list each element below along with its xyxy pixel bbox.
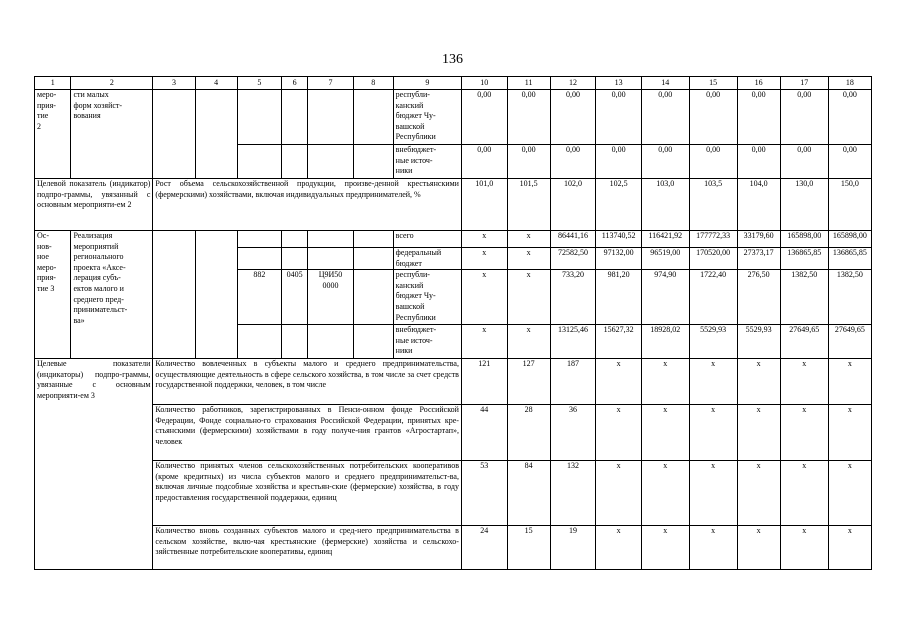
code-cell: 882	[237, 270, 281, 325]
value-cell: x	[641, 405, 689, 461]
event-label: Ос- нов- ное меро- прия- тие 3	[35, 231, 71, 359]
value-cell: x	[737, 405, 780, 461]
value-cell: 0,00	[641, 145, 689, 179]
funding-source: всего	[393, 231, 461, 248]
value-cell: x	[689, 526, 737, 570]
value-cell: x	[689, 359, 737, 405]
empty-cell	[353, 270, 393, 325]
target-text: Рост объема сельскохозяйственной продукции, произве-денной крестьянскими (фермерскими) хозяйствами, включая индивидуальных предпринимателей, %	[153, 179, 462, 231]
value-cell: 27649,65	[828, 325, 871, 359]
value-cell: 121	[461, 359, 507, 405]
empty-cell	[153, 90, 195, 179]
value-cell: 136865,85	[780, 248, 828, 270]
table-row	[35, 179, 872, 231]
value-cell: 84	[507, 461, 550, 526]
value-cell: 0,00	[780, 145, 828, 179]
column-number: 8	[353, 77, 393, 90]
value-cell: 0,00	[596, 90, 642, 145]
value-cell: 0,00	[828, 145, 871, 179]
value-cell: x	[641, 359, 689, 405]
empty-cell	[153, 231, 195, 359]
value-cell: x	[689, 405, 737, 461]
value-cell: x	[461, 248, 507, 270]
value-cell: 19	[550, 526, 596, 570]
value-cell: x	[828, 359, 871, 405]
column-number: 16	[737, 77, 780, 90]
value-cell: x	[596, 526, 642, 570]
value-cell: x	[596, 405, 642, 461]
empty-cell	[237, 248, 281, 270]
column-number: 6	[282, 77, 308, 90]
empty-cell	[282, 90, 308, 145]
value-cell: 1722,40	[689, 270, 737, 325]
value-cell: 97132,00	[596, 248, 642, 270]
value-cell: 33179,60	[737, 231, 780, 248]
table-row	[35, 359, 872, 405]
value-cell: 102,5	[596, 179, 642, 231]
value-cell: x	[780, 461, 828, 526]
value-cell: 27649,65	[780, 325, 828, 359]
target-text: Количество принятых членов сельскохозяйственных потребительских кооперативов (кроме кредитных) из числа субъектов малого и среднего предпринимательст-ва, включая личные подсобные хозяйства и крестьян-ские (фермерские) хозяйства, в году предоставления государственной поддержки, единиц	[153, 461, 462, 526]
column-number: 11	[507, 77, 550, 90]
value-cell: 981,20	[596, 270, 642, 325]
value-cell: 733,20	[550, 270, 596, 325]
empty-cell	[237, 231, 281, 248]
empty-cell	[282, 325, 308, 359]
value-cell: 28	[507, 405, 550, 461]
value-cell: 0,00	[689, 145, 737, 179]
value-cell: 27373,17	[737, 248, 780, 270]
column-number: 4	[195, 77, 237, 90]
value-cell: x	[596, 359, 642, 405]
event-label: меро- прия- тие 2	[35, 90, 71, 179]
value-cell: x	[780, 405, 828, 461]
value-cell: 0,00	[461, 145, 507, 179]
value-cell: 0,00	[828, 90, 871, 145]
value-cell: 104,0	[737, 179, 780, 231]
empty-cell	[308, 325, 354, 359]
value-cell: 1382,50	[828, 270, 871, 325]
program-table	[34, 76, 872, 570]
value-cell: 86441,16	[550, 231, 596, 248]
value-cell: x	[507, 325, 550, 359]
value-cell: 72582,50	[550, 248, 596, 270]
value-cell: 18928,02	[641, 325, 689, 359]
column-number: 1	[35, 77, 71, 90]
table-row	[35, 231, 872, 248]
value-cell: 0,00	[780, 90, 828, 145]
value-cell: 974,90	[641, 270, 689, 325]
value-cell: 101,5	[507, 179, 550, 231]
empty-cell	[353, 231, 393, 248]
value-cell: 0,00	[507, 145, 550, 179]
target-text: Количество работников, зарегистрированных в Пенси-онном фонде Российской Федерации, Фонде социально-го страхования Российской Федерации, принятых кре-стьянскими (фермерскими) хозяйствами в году получе-ния грантов «Агростартап», человек	[153, 405, 462, 461]
empty-cell	[282, 231, 308, 248]
value-cell: x	[461, 270, 507, 325]
value-cell: 0,00	[737, 90, 780, 145]
value-cell: 177772,33	[689, 231, 737, 248]
code-cell: Ц9И50 0000	[308, 270, 354, 325]
value-cell: 15	[507, 526, 550, 570]
value-cell: x	[461, 231, 507, 248]
table-row	[35, 526, 872, 570]
empty-cell	[237, 325, 281, 359]
value-cell: 24	[461, 526, 507, 570]
value-cell: 13125,46	[550, 325, 596, 359]
column-number: 14	[641, 77, 689, 90]
column-number: 9	[393, 77, 461, 90]
value-cell: 136865,85	[828, 248, 871, 270]
code-cell: 0405	[282, 270, 308, 325]
value-cell: 96519,00	[641, 248, 689, 270]
empty-cell	[195, 231, 237, 359]
header-row	[35, 77, 872, 90]
empty-cell	[308, 90, 354, 145]
value-cell: x	[641, 526, 689, 570]
target-text: Количество вновь созданных субъектов малого и сред-него предпринимательства в сельском хозяйстве, вклю-чая крестьянские (фермерские) хозяйства и сельскохо-зяйственные потребительские кооперативы, единиц	[153, 526, 462, 570]
value-cell: 103,0	[641, 179, 689, 231]
value-cell: x	[596, 461, 642, 526]
value-cell: 170520,00	[689, 248, 737, 270]
value-cell: 15627,32	[596, 325, 642, 359]
page-number: 136	[442, 52, 463, 67]
value-cell: x	[507, 231, 550, 248]
column-number: 10	[461, 77, 507, 90]
value-cell: x	[507, 248, 550, 270]
empty-cell	[308, 248, 354, 270]
value-cell: 165898,00	[828, 231, 871, 248]
target-label: Целевые показатели (индикаторы) подпро-граммы, увязанные с основным мероприяти-ем 3	[35, 359, 153, 570]
empty-cell	[195, 90, 237, 179]
empty-cell	[353, 90, 393, 145]
value-cell: 5529,93	[689, 325, 737, 359]
value-cell: 53	[461, 461, 507, 526]
value-cell: 276,50	[737, 270, 780, 325]
value-cell: x	[737, 461, 780, 526]
value-cell: x	[641, 461, 689, 526]
empty-cell	[353, 248, 393, 270]
empty-cell	[237, 145, 281, 179]
empty-cell	[282, 145, 308, 179]
value-cell: 0,00	[550, 145, 596, 179]
value-cell: x	[780, 526, 828, 570]
empty-cell	[282, 248, 308, 270]
empty-cell	[353, 145, 393, 179]
value-cell: x	[828, 526, 871, 570]
funding-source: внебюджет- ные источ- ники	[393, 145, 461, 179]
column-number: 2	[71, 77, 153, 90]
target-label: Целевой показатель (индикатор) подпро-граммы, увязанный с основным мероприяти-ем 2	[35, 179, 153, 231]
value-cell: 101,0	[461, 179, 507, 231]
value-cell: 0,00	[550, 90, 596, 145]
empty-cell	[308, 145, 354, 179]
value-cell: x	[828, 461, 871, 526]
value-cell: 0,00	[641, 90, 689, 145]
funding-source: республи- канский бюджет Чу- вашской Республики	[393, 90, 461, 145]
value-cell: 102,0	[550, 179, 596, 231]
value-cell: x	[507, 270, 550, 325]
empty-cell	[353, 325, 393, 359]
funding-source: внебюджет- ные источ- ники	[393, 325, 461, 359]
value-cell: 5529,93	[737, 325, 780, 359]
column-number: 13	[596, 77, 642, 90]
value-cell: x	[828, 405, 871, 461]
value-cell: x	[689, 461, 737, 526]
column-number: 5	[237, 77, 281, 90]
value-cell: 127	[507, 359, 550, 405]
value-cell: 0,00	[689, 90, 737, 145]
value-cell: x	[737, 359, 780, 405]
value-cell: 103,5	[689, 179, 737, 231]
value-cell: x	[737, 526, 780, 570]
funding-source: федеральный бюджет	[393, 248, 461, 270]
column-number: 17	[780, 77, 828, 90]
event-name: сти малых форм хозяйст- вования	[71, 90, 153, 179]
column-number: 15	[689, 77, 737, 90]
value-cell: x	[780, 359, 828, 405]
value-cell: 130,0	[780, 179, 828, 231]
table-row	[35, 90, 872, 145]
empty-cell	[308, 231, 354, 248]
value-cell: 132	[550, 461, 596, 526]
value-cell: 116421,92	[641, 231, 689, 248]
value-cell: 165898,00	[780, 231, 828, 248]
empty-cell	[237, 90, 281, 145]
column-number: 18	[828, 77, 871, 90]
value-cell: 44	[461, 405, 507, 461]
value-cell: 0,00	[461, 90, 507, 145]
column-number: 12	[550, 77, 596, 90]
value-cell: 150,0	[828, 179, 871, 231]
value-cell: 0,00	[737, 145, 780, 179]
value-cell: 0,00	[507, 90, 550, 145]
table-row	[35, 461, 872, 526]
value-cell: 1382,50	[780, 270, 828, 325]
event-name: Реализация мероприятий регионального проекта «Аксе- лерация субъ- ектов малого и среднего пред- принимательст- ва»	[71, 231, 153, 359]
value-cell: 0,00	[596, 145, 642, 179]
target-text: Количество вовлеченных в субъекты малого и среднего предпринимательства, осуществляющие деятельность в сфере сельского хозяйства, в том числе за счет средств государственной поддержки, человек, в том числе	[153, 359, 462, 405]
value-cell: 187	[550, 359, 596, 405]
column-number: 3	[153, 77, 195, 90]
value-cell: x	[461, 325, 507, 359]
table-row	[35, 405, 872, 461]
column-number: 7	[308, 77, 354, 90]
value-cell: 36	[550, 405, 596, 461]
value-cell: 113740,52	[596, 231, 642, 248]
funding-source: республи- канский бюджет Чу- вашской Республики	[393, 270, 461, 325]
